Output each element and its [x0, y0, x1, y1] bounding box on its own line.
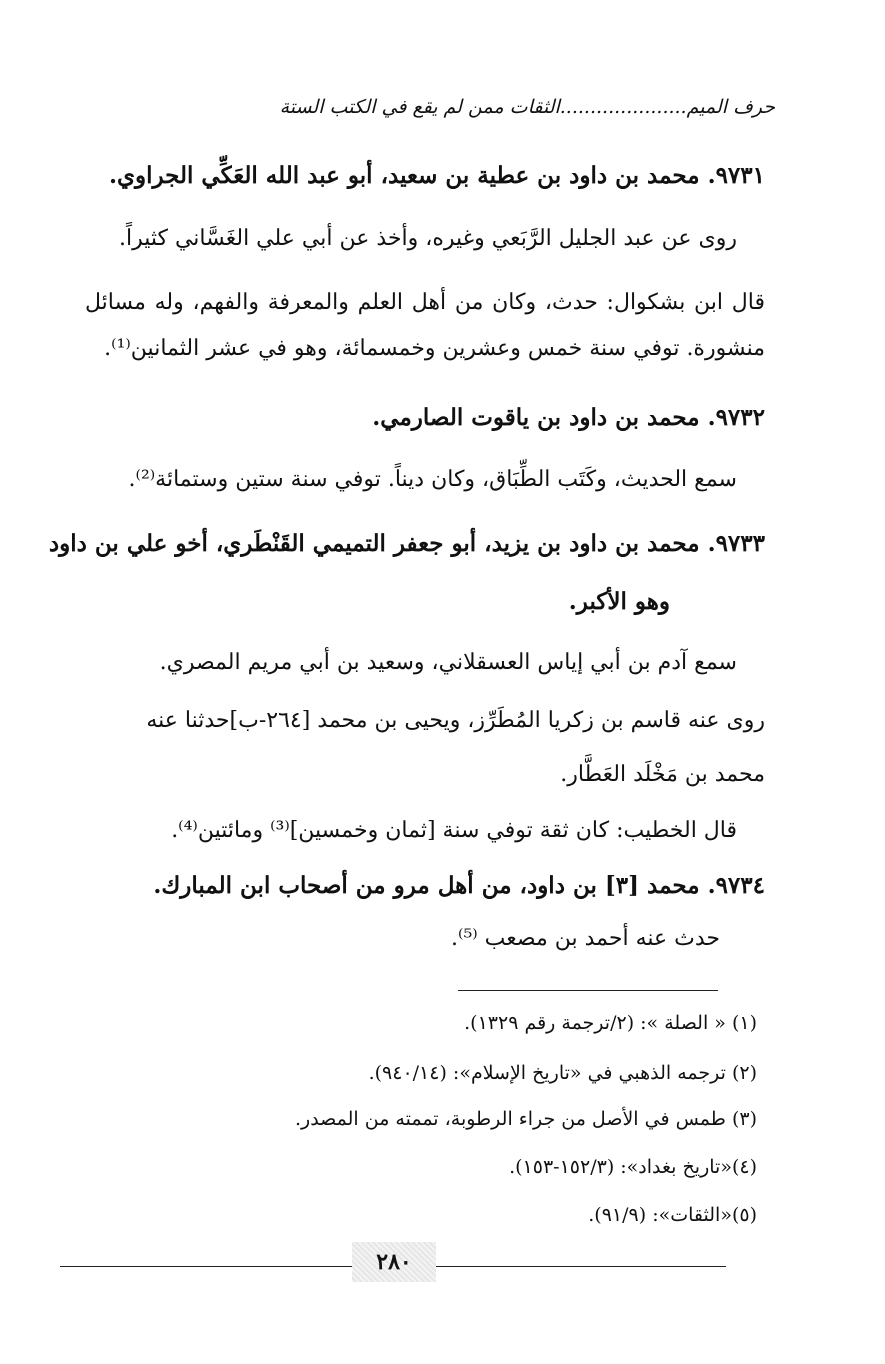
entry-line: منشورة. توفي سنة خمس وعشرين وخمسمائة، وهو في عشر الثمانين⁽¹⁾.	[104, 336, 765, 361]
entry-line: سمع آدم بن أبي إياس العسقلاني، وسعيد بن أبي مريم المصري.	[159, 650, 737, 675]
page-number: ٢٨٠	[352, 1242, 436, 1282]
entry-title-text: محمد بن داود بن يزيد، أبو جعفر التميمي القَنْطَري، أخو علي بن داود	[48, 530, 700, 557]
entry-title-9734	[153, 872, 765, 899]
footnote: (٢) ترجمه الذهبي في «تاريخ الإسلام»: (٩٤٠/١٤).	[368, 1062, 757, 1084]
bottom-rule-right	[436, 1266, 726, 1267]
entry-line: روى عن عبد الجليل الرَّبَعي وغيره، وأخذ عن أبي علي الغَسَّاني كثيراً.	[118, 226, 737, 251]
entry-title-text: محمد [٣] بن داود، من أهل مرو من أصحاب ابن المبارك.	[153, 872, 700, 899]
entry-title-text: محمد بن داود بن ياقوت الصارمي.	[372, 404, 700, 431]
bottom-rule-left	[60, 1266, 352, 1267]
entry-number: ٩٧٣٣.	[707, 530, 765, 557]
entry-line: قال الخطيب: كان ثقة توفي سنة [ثمان وخمسين]⁽³⁾ ومائتين⁽⁴⁾.	[171, 818, 737, 843]
entry-number: ٩٧٣٤.	[707, 872, 765, 899]
entry-line: سمع الحديث، وكَتَب الطِّبَاق، وكان ديناً. توفي سنة ستين وستمائة⁽²⁾.	[128, 467, 737, 492]
entry-title-9731	[109, 162, 765, 189]
entry-title-9732	[372, 404, 765, 431]
entry-title-9733	[49, 530, 765, 557]
entry-number: ٩٧٣٢.	[707, 404, 765, 431]
footnote: (٣) طمس في الأصل من جراء الرطوبة، تممته من المصدر.	[294, 1108, 757, 1130]
entry-line: محمد بن مَخْلَد العَطَّار.	[560, 762, 765, 787]
entry-line: روى عنه قاسم بن زكريا المُطَرِّز، ويحيى بن محمد [٢٦٤-ب]حدثنا عنه	[146, 708, 765, 733]
footnote: (٤)«تاريخ بغداد»: (١٥٢/٣-١٥٣).	[509, 1156, 757, 1178]
entry-title-text: محمد بن داود بن عطية بن سعيد، أبو عبد الله العَكِّي الجراوي.	[108, 162, 700, 189]
entry-title-continuation: وهو الأكبر.	[568, 588, 670, 615]
footnote-separator	[458, 990, 718, 991]
entry-line: حدث عنه أحمد بن مصعب ⁽⁵⁾.	[451, 926, 720, 951]
entry-line: قال ابن بشكوال: حدث، وكان من أهل العلم والمعرفة والفهم، وله مسائل	[85, 290, 765, 315]
running-header: حرف الميم.....................الثقات ممن لم يقع في الكتب الستة	[279, 96, 775, 118]
footnote: (١) « الصلة »: (٢/ترجمة رقم ١٣٢٩).	[464, 1012, 757, 1034]
entry-number: ٩٧٣١.	[707, 162, 765, 189]
footnote: (٥)«الثقات»: (٩١/٩).	[588, 1204, 757, 1226]
